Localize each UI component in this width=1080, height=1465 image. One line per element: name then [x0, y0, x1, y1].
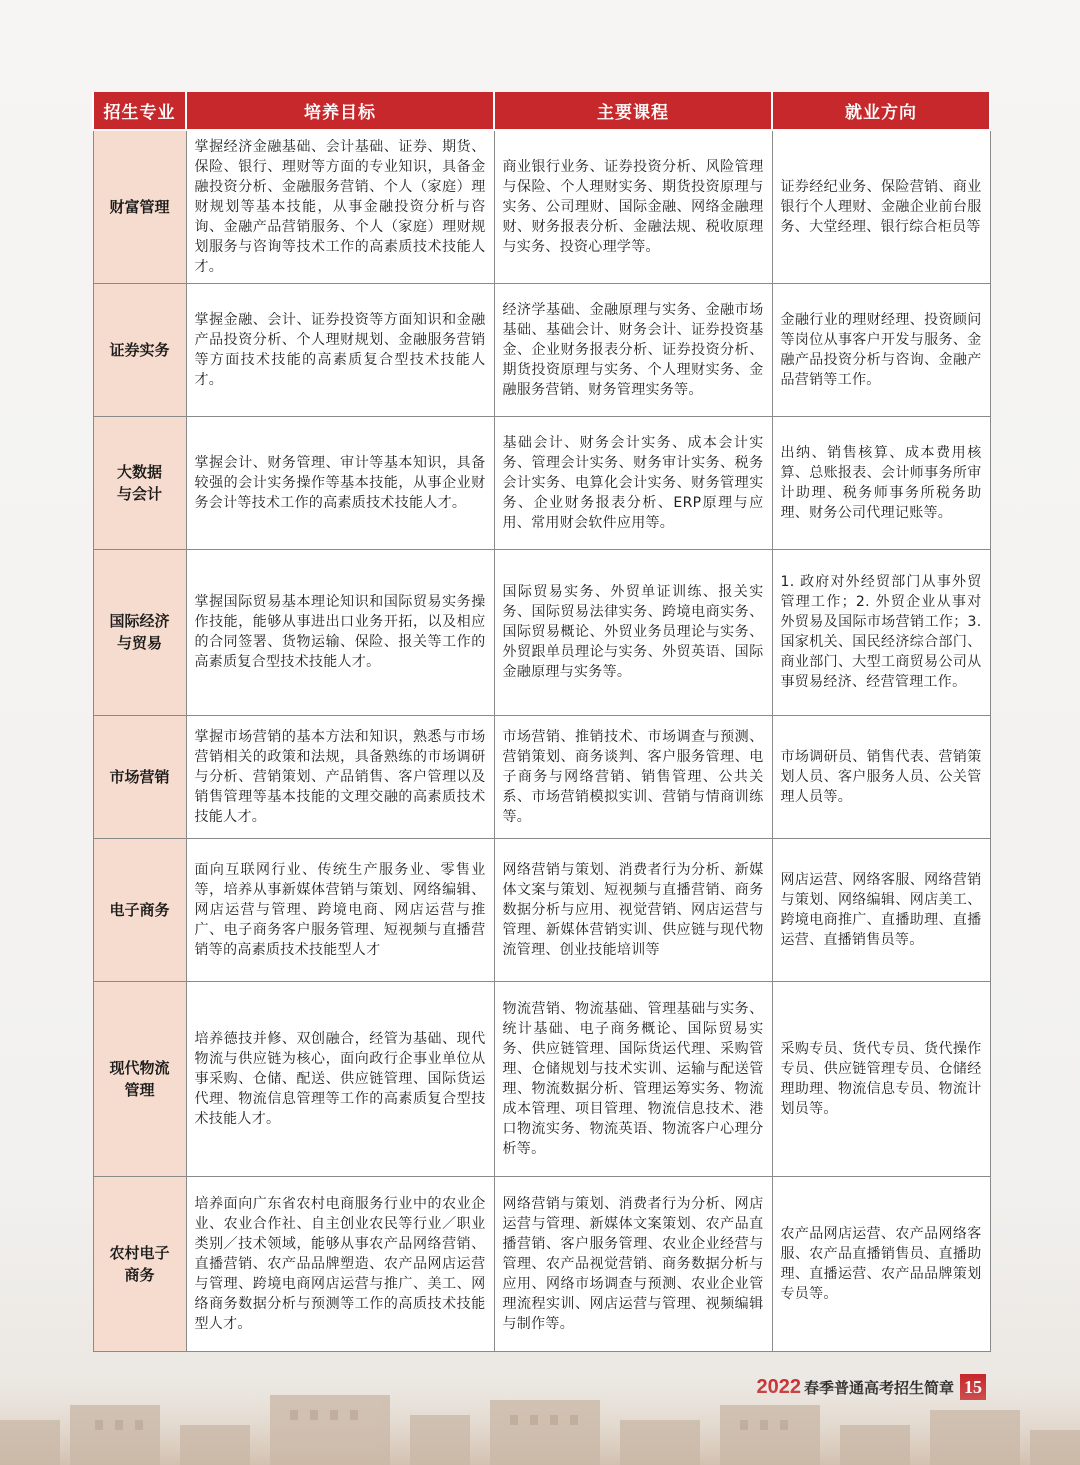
header-courses: 主要课程	[494, 92, 772, 130]
major-name-text: 大数据与会计	[116, 462, 162, 503]
career-direction: 网店运营、网络客服、网络营销与策划、网络编辑、网店美工、跨境电商推广、直播助理、直播运营、直播销售员等。	[772, 838, 990, 981]
table-row	[93, 549, 990, 715]
major-name: 电子商务	[93, 838, 186, 981]
training-goal: 掌握经济金融基础、会计基础、证券、期货、保险、银行、理财等方面的专业知识，具备金融投资分析、金融服务营销、个人（家庭）理财规划等基本技能，从事金融投资分析与咨询、金融产品营销服务、个人（家庭）理财规划服务与咨询等技术工作的高素质技术技能人才。	[186, 130, 494, 283]
main-courses: 市场营销、推销技术、市场调查与预测、营销策划、商务谈判、客户服务管理、电子商务与网络营销、销售管理、公共关系、市场营销模拟实训、营销与情商训练等。	[494, 715, 772, 838]
training-goal: 掌握会计、财务管理、审计等基本知识，具备较强的会计实务操作等基本技能，从事企业财务会计等技术工作的高素质技术技能人才。	[186, 416, 494, 549]
main-courses: 物流营销、物流基础、管理基础与实务、统计基础、电子商务概论、国际贸易实务、供应链管理、国际货运代理、采购管理、仓储规划与技术实训、运输与配送管理、物流数据分析、管理运筹实务、物流成本管理、项目管理、物流信息技术、港口物流实务、物流英语、物流客户心理分析等。	[494, 981, 772, 1176]
career-direction: 农产品网店运营、农产品网络客服、农产品直播销售员、直播助理、直播运营、农产品品牌策划专员等。	[772, 1176, 990, 1351]
career-direction: 采购专员、货代专员、货代操作专员、供应链管理专员、仓储经理助理、物流信息专员、物流计划员等。	[772, 981, 990, 1176]
major-name: 证券实务	[93, 283, 186, 416]
major-name	[93, 1176, 186, 1351]
main-courses: 网络营销与策划、消费者行为分析、新媒体文案与策划、短视频与直播营销、商务数据分析与应用、视觉营销、网店运营与管理、新媒体营销实训、供应链与现代物流管理、创业技能培训等	[494, 838, 772, 981]
major-name	[93, 981, 186, 1176]
major-name: 财富管理	[93, 130, 186, 283]
major-name-text: 国际经济与贸易	[109, 612, 170, 652]
table-row	[93, 838, 990, 981]
major-name: 市场营销	[93, 715, 186, 838]
training-goal: 培养面向广东省农村电商服务行业中的农业企业、农业合作社、自主创业农民等行业／职业类别／技术领域，能够从事农产品网络营销、直播营销、农产品品牌塑造、农产品网店运营与管理、跨境电商网店运营与推广、美工、网络商务数据分析与预测等工作的高质技术技能型人才。	[186, 1176, 494, 1351]
career-direction: 出纳、销售核算、成本费用核算、总账报表、会计师事务所审计助理、税务师事务所税务助理、财务公司代理记账等。	[772, 416, 990, 549]
training-goal: 掌握金融、会计、证券投资等方面知识和金融产品投资分析、个人理财规划、金融服务营销等方面技术技能的高素质复合型技术技能人才。	[186, 283, 494, 416]
table-row	[93, 416, 990, 549]
majors-table	[92, 92, 991, 1352]
table-row	[93, 130, 990, 283]
main-courses: 商业银行业务、证券投资分析、风险管理与保险、个人理财实务、期货投资原理与实务、公司理财、国际金融、网络金融理财、财务报表分析、金融法规、税收原理与实务、投资心理学等。	[494, 130, 772, 283]
header-career: 就业方向	[772, 92, 990, 130]
table-row	[93, 715, 990, 838]
training-goal: 面向互联网行业、传统生产服务业、零售业等，培养从事新媒体营销与策划、网络编辑、网店运营与管理、跨境电商、网店运营与推广、电子商务客户服务管理、短视频与直播营销等的高素质技术技能型人才	[186, 838, 494, 981]
training-goal: 掌握国际贸易基本理论知识和国际贸易实务操作技能，能够从事进出口业务开拓，以及相应的合同签署、货物运输、保险、报关等工作的高素质复合型技术技能人才。	[186, 549, 494, 715]
major-name	[93, 549, 186, 715]
training-goal: 掌握市场营销的基本方法和知识，熟悉与市场营销相关的政策和法规，具备熟练的市场调研与分析、营销策划、产品销售、客户管理以及销售管理等基本技能的文理交融的高素质技术技能人才。	[186, 715, 494, 838]
career-direction: 市场调研员、销售代表、营销策划人员、客户服务人员、公关管理人员等。	[772, 715, 990, 838]
header-major: 招生专业	[93, 92, 186, 130]
header-goal: 培养目标	[186, 92, 494, 130]
major-name	[93, 416, 186, 549]
table-row	[93, 283, 990, 416]
major-name-text: 农村电子商务	[109, 1243, 170, 1284]
table-row	[93, 981, 990, 1176]
training-goal: 培养德技并修、双创融合，经管为基础、现代物流与供应链为核心，面向政行企事业单位从事采购、仓储、配送、供应链管理、国际货运代理、物流信息管理等工作的高素质复合型技术技能人才。	[186, 981, 494, 1176]
table-row	[93, 1176, 990, 1351]
main-courses: 经济学基础、金融原理与实务、金融市场基础、基础会计、财务会计、证券投资基金、企业财务报表分析、证券投资分析、期货投资原理与实务、个人理财实务、金融服务营销、财务管理实务等。	[494, 283, 772, 416]
main-courses: 网络营销与策划、消费者行为分析、网店运营与管理、新媒体文案策划、农产品直播营销、客户服务管理、农业企业经营与管理、农产品视觉营销、商务数据分析与应用、网络市场调查与预测、农业企业管理流程实训、网店运营与管理、视频编辑与制作等。	[494, 1176, 772, 1351]
main-courses: 基础会计、财务会计实务、成本会计实务、管理会计实务、财务审计实务、税务会计实务、电算化会计实务、财务管理实务、企业财务报表分析、ERP原理与应用、常用财会软件应用等。	[494, 416, 772, 549]
table-header-row	[93, 92, 990, 130]
major-name-text: 现代物流管理	[109, 1058, 170, 1099]
career-direction: 金融行业的理财经理、投资顾问等岗位从事客户开发与服务、金融产品投资分析与咨询、金融产品营销等工作。	[772, 283, 990, 416]
career-direction: 证券经纪业务、保险营销、商业银行个人理财、金融企业前台服务、大堂经理、银行综合柜员等	[772, 130, 990, 283]
main-courses: 国际贸易实务、外贸单证训练、报关实务、国际贸易法律实务、跨境电商实务、国际贸易概论、外贸业务员理论与实务、外贸跟单员理论与实务、外贸英语、国际金融原理与实务等。	[494, 549, 772, 715]
campus-skyline-illustration	[0, 1375, 1080, 1465]
career-direction: 1. 政府对外经贸部门从事外贸管理工作；2. 外贸企业从事对外贸易及国际市场营销工作；3. 国家机关、国民经济综合部门、商业部门、大型工商贸易公司从事贸易经济、经营管理工作。	[772, 549, 990, 715]
majors-table-container	[92, 92, 989, 1352]
